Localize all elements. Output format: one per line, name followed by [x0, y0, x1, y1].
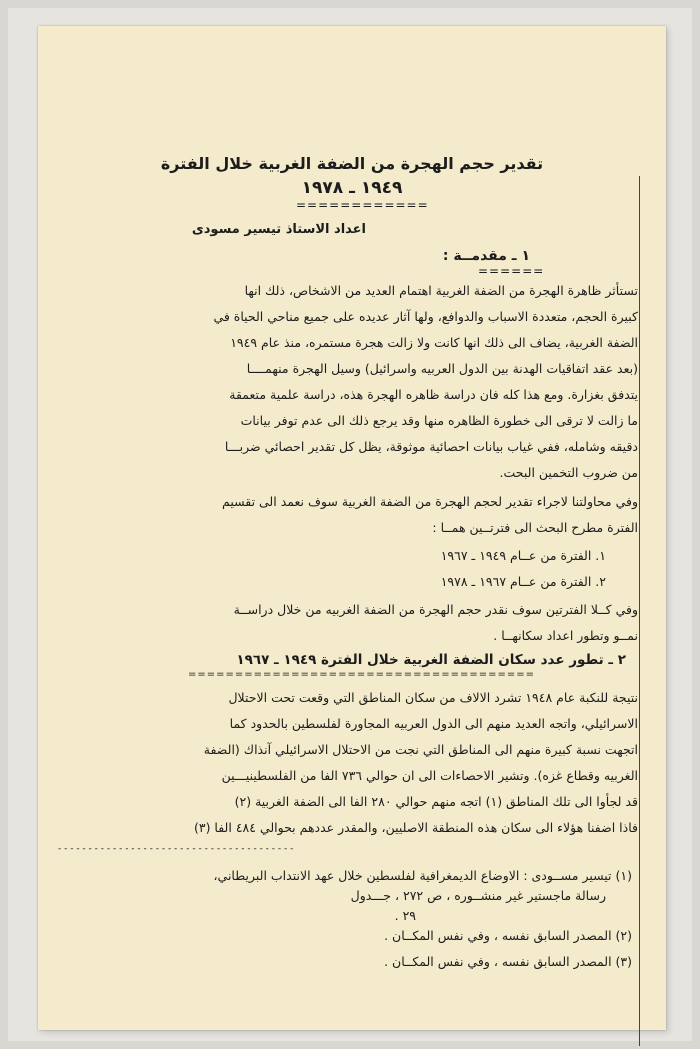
text-line: دقيقه وشامله، ففي غياب بيانات احصائية موثوقة، يظل كل تقدير احصائي ضربـــا	[224, 439, 638, 454]
text-line: من ضروب التخمين البحت.	[499, 465, 638, 480]
text-line: قد لجأوا الى تلك المناطق (١) اتجه منهم حوالي ٢٨٠ الفا الى الضفة الغربية (٢)	[234, 794, 638, 809]
text-line: الفترة مطرح البحث الى فترتــين همــا :	[432, 520, 638, 535]
footnote: (٣) المصدر السابق نفسه ، وفي نفس المكــان .	[384, 954, 632, 969]
text-line: الغربيه وقطاع غزه). وتشير الاحصاءات الى ان حوالي ٧٣٦ الفا من الفلسطينيـــين	[221, 768, 638, 783]
title-underline: ============	[296, 198, 429, 212]
footnote: ٢٩ .	[394, 908, 416, 923]
title-years: ١٩٤٩ ـ ١٩٧٨	[301, 178, 403, 198]
text-line: وفي محاولتنا لاجراء تقدير لحجم الهجرة من الضفة الغربية سوف نعمد الى تقسيم	[222, 494, 638, 509]
text-line: الضفة الغربية، يضاف الى ذلك انها كانت ولا زالت هجرة مستمره، منذ عام ١٩٤٩	[230, 335, 638, 350]
text-line: (بعد عقد اتفاقيات الهدنة بين الدول العربيه واسرائيل) وسيل الهجرة منهمــــا	[246, 361, 638, 376]
document-page	[38, 26, 666, 1030]
scan-background	[8, 8, 692, 1041]
section-2-heading: ٢ ـ تطور عدد سكان الضفة الغربية خلال الفترة ١٩٤٩ ـ ١٩٦٧	[236, 652, 626, 668]
text-line: ما زالت لا ترقى الى خطورة الظاهره منها وقد يرجع ذلك الى عدم توفر بيانات	[240, 413, 638, 428]
document-title: تقدير حجم الهجرة من الضفة الغربية خلال الفترة	[160, 154, 544, 173]
text-line: تستأثر ظاهرة الهجرة من الضفة الغربية اهتمام العديد من الاشخاص، ذلك انها	[244, 283, 638, 298]
margin-line	[639, 176, 640, 1046]
text-line: نمــو وتطور اعداد سكانهــا .	[493, 628, 638, 643]
text-line: كبيرة الحجم، متعددة الاسباب والدوافع، ولها آثار عديده على جميع مناحي الحياة في	[213, 309, 638, 324]
intro-heading: ١ ـ مقدمــة :	[442, 248, 530, 264]
author-line: اعداد الاستاذ تيسير مسودى	[191, 222, 366, 237]
intro-underline: ======	[478, 264, 545, 278]
footnote: (١) تيسير مســودى : الاوضاع الديمغرافية لفلسطين خلال عهد الانتداب البريطاني،	[213, 868, 632, 883]
text-line: اتجهت نسبة كبيرة منهم الى المناطق التي نجت من الاحتلال الاسرائيلي آنذاك (الضفة	[203, 742, 638, 757]
section-2-underline: =====================================	[188, 669, 536, 680]
text-line: وفي كــلا الفترتين سوف نقدر حجم الهجرة من الضفة الغربيه من خلال دراســة	[233, 602, 638, 617]
list-item: ١. الفترة من عــام ١٩٤٩ ـ ١٩٦٧	[440, 548, 606, 563]
text-line: يتدفق بغزارة. ومع هذا كله فان دراسة ظاهره الهجرة هذه، دراسة علمية متعمقة	[229, 387, 638, 402]
list-item: ٢. الفترة من عــام ١٩٦٧ ـ ١٩٧٨	[440, 574, 606, 589]
text-line: فاذا اضفنا هؤلاء الى سكان هذه المنطقة الاصليين، والمقدر عددهم بحوالي ٤٨٤ الفا (٣)	[193, 820, 638, 835]
text-line: نتيجة للنكبة عام ١٩٤٨ تشرد الالاف من سكان المناطق التي وقعت تحت الاحتلال	[228, 690, 638, 705]
footnote: رسالة ماجستير غير منشــوره ، ص ٢٧٢ ، جـــدول	[350, 888, 606, 903]
footnote-separator: - - - - - - - - - - - - - - - - - - - - - - - - - - - - - - - - - - - - - - -	[58, 844, 294, 854]
text-line: الاسرائيلي، واتجه العديد منهم الى الدول العربيه المجاورة لفلسطين بالحدود كما	[229, 716, 638, 731]
footnote: (٢) المصدر السابق نفسه ، وفي نفس المكــان .	[384, 928, 632, 943]
